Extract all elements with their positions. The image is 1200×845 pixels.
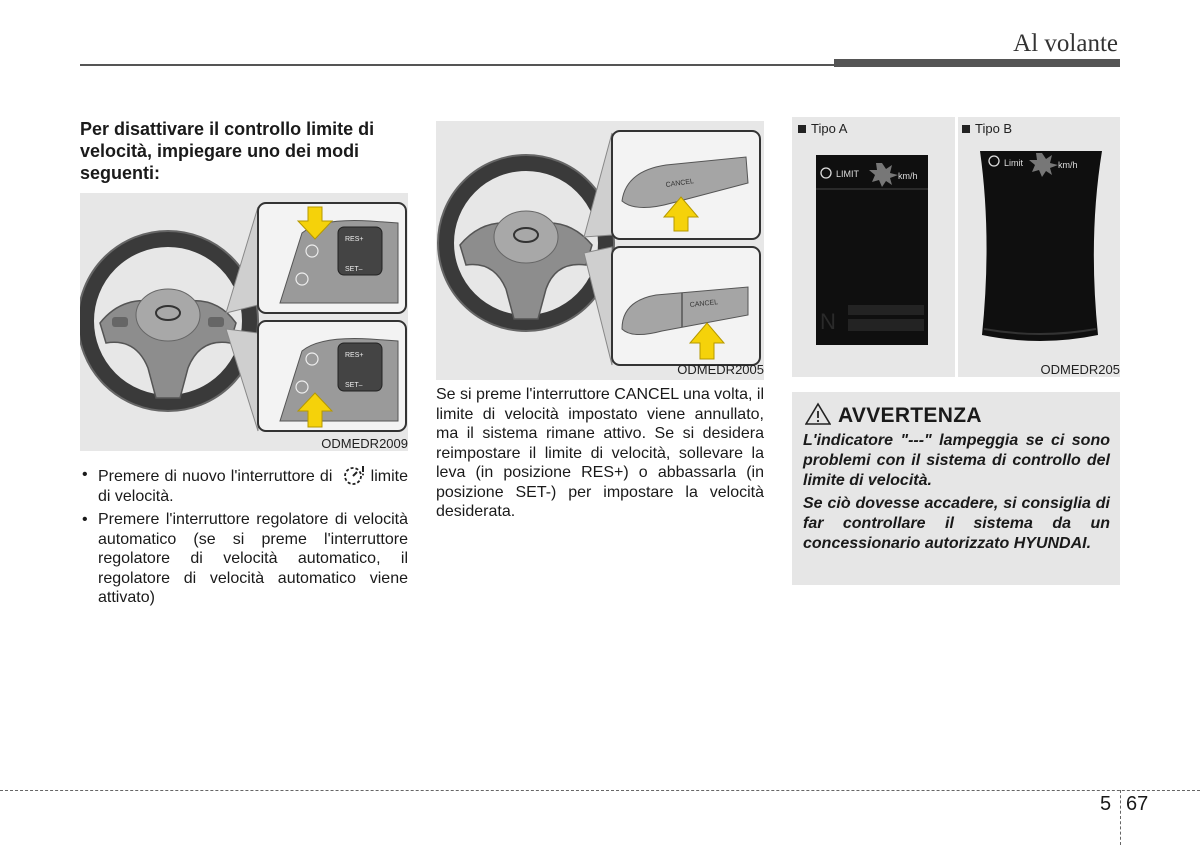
type-b-unit: km/h: [1058, 160, 1078, 170]
steering-wheel: [438, 155, 614, 331]
type-b-label-text: Tipo B: [975, 121, 1013, 136]
type-a-label: [798, 121, 847, 136]
type-b-limit-text: Limit: [1004, 158, 1024, 168]
type-b-display: [958, 117, 1120, 377]
steering-wheel: [80, 231, 258, 411]
cancel-label: CANCEL: [665, 178, 695, 189]
res-label-2: RES+: [345, 352, 364, 359]
header-rule: [80, 64, 834, 66]
cluster-type-a-figure: [792, 117, 955, 377]
warning-title: AVVERTENZA: [838, 404, 982, 427]
cancel-paragraph: Se si preme l'interruttore CANCEL una volta, il limite di velocità impostato viene annullato, ma il sistema rimane attivo. Se si desidera reimpostare il limite di velocità, sollevare la leva (in posizione RES+) o abbassarla (in posizione SET-) per impostare la velocità desiderata.: [436, 386, 764, 520]
bullet-text: Premere l'interruttore regolatore di velocità automatico (se si preme l'interruttore regolatore di velocità automatico, il regolatore di velocità automatico viene attivato): [98, 511, 408, 606]
type-a-label-text: Tipo A: [811, 121, 848, 136]
bullet-text-after-icon: limite di velocità.: [98, 468, 408, 505]
cancel-label-2: CANCEL: [689, 299, 719, 309]
warning-text-1: L'indicatore "---" lampeggia se ci sono problemi con il sistema di controllo del limite di velocità.: [803, 432, 1110, 489]
left-heading: Per disattivare il controllo limite di velocità, impiegare uno dei modi seguenti:: [80, 119, 375, 183]
type-a-gear: N: [820, 309, 836, 334]
bullet-item: [80, 510, 408, 608]
footer-divider: [1120, 790, 1121, 845]
bullet-item: [80, 465, 408, 506]
steering-wheel-figure-1: [80, 193, 408, 451]
bullet-list: [80, 465, 408, 612]
set-label: SET–: [345, 266, 363, 273]
square-bullet-icon: [798, 125, 806, 133]
page-number: 67: [1126, 793, 1149, 815]
footer-rule: [0, 790, 1200, 791]
figure-code-2: ODMEDR2005: [677, 362, 764, 377]
figure-code-1: ODMEDR2009: [321, 436, 408, 451]
bullet-text-before-icon: Premere di nuovo l'interruttore di: [98, 468, 333, 485]
chapter-number: 5: [1100, 793, 1112, 815]
cluster-type-b-figure: [958, 117, 1120, 377]
type-b-label: [962, 121, 1012, 136]
warning-text-2: Se ciò dovesse accadere, si consiglia di far controllare il sistema da un concessionario autorizzato HYUNDAI.: [803, 495, 1110, 552]
type-a-limit-text: LIMIT: [836, 169, 860, 179]
section-title: Al volante: [1013, 30, 1118, 57]
warning-triangle-icon: [805, 402, 831, 426]
cancel-switch-illustration: [436, 121, 764, 380]
cancel-closeup-top: [612, 131, 760, 239]
type-a-display: [792, 117, 955, 377]
steering-wheel-illustration: [80, 193, 408, 451]
switch-closeup-top: [258, 203, 406, 313]
switch-closeup-bottom: [258, 321, 406, 431]
res-label: RES+: [345, 236, 364, 243]
cancel-closeup-bottom: [612, 247, 760, 365]
type-a-unit: km/h: [898, 171, 918, 181]
steering-wheel-figure-2: [436, 121, 764, 380]
square-bullet-icon: [962, 125, 970, 133]
set-label-2: SET–: [345, 382, 363, 389]
speed-limiter-icon: [342, 465, 366, 485]
header-rule-thick: [834, 59, 1120, 67]
figure-code-3: ODMEDR205: [1040, 362, 1120, 377]
